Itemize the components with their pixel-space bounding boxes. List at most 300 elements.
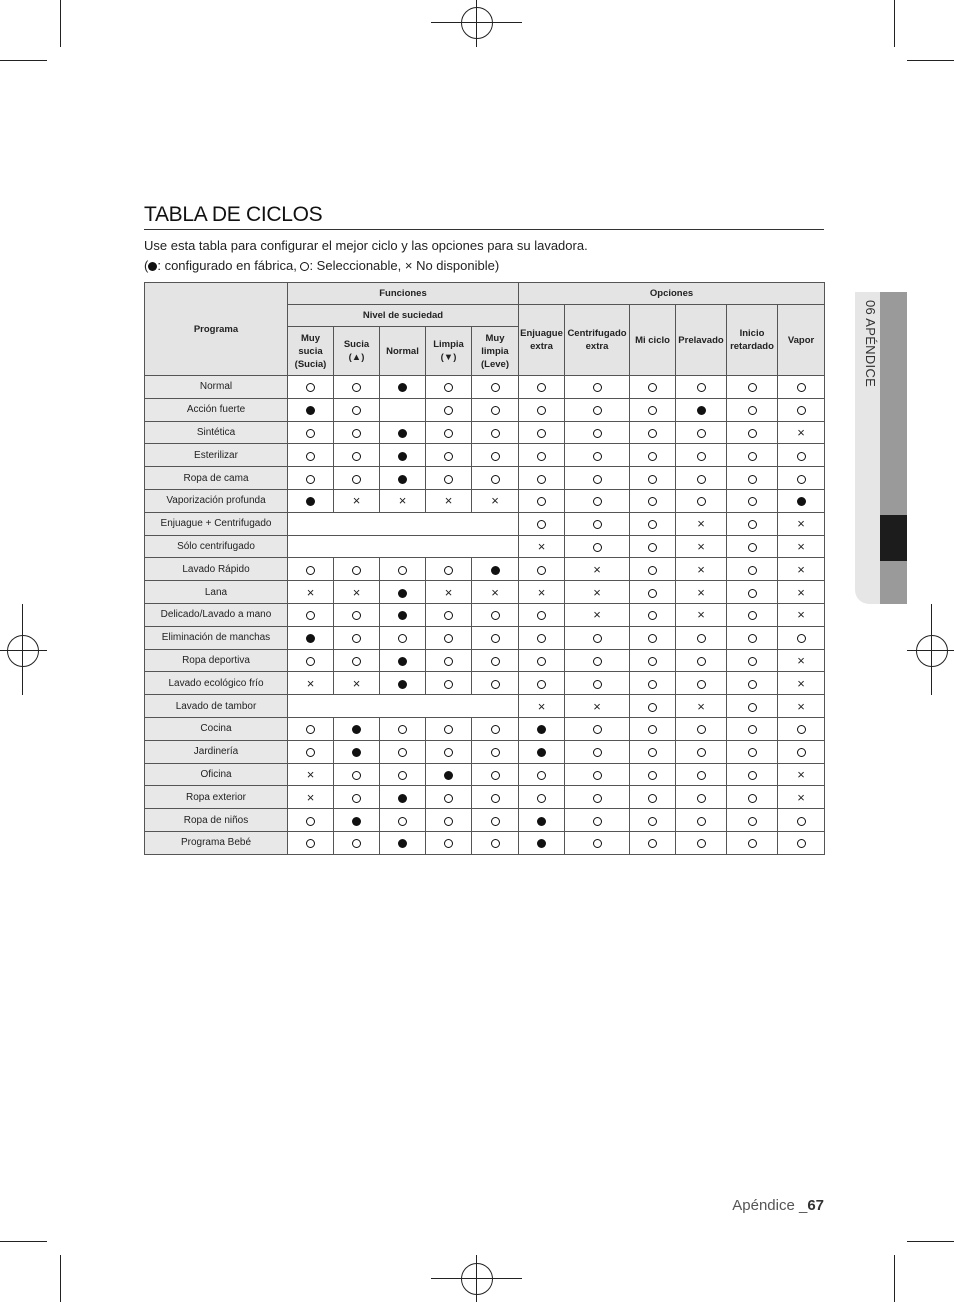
option-cell: [630, 512, 676, 535]
soil-cell: [472, 626, 519, 649]
intro-line: Use esta tabla para configurar el mejor ciclo y las opciones para su lavadora.: [144, 238, 588, 253]
intro-text: [144, 236, 588, 276]
factory-dot-icon: [697, 406, 706, 415]
soil-cell: [288, 421, 334, 444]
selectable-ring-icon: [352, 839, 361, 848]
selectable-ring-icon: [593, 839, 602, 848]
selectable-ring-icon: [648, 589, 657, 598]
option-cell: [519, 717, 565, 740]
option-cell: [727, 489, 778, 512]
unavailable-cross-icon: ×: [593, 607, 601, 623]
selectable-ring-icon: [537, 452, 546, 461]
selectable-ring-icon: [797, 748, 806, 757]
option-cell: [519, 809, 565, 832]
soil-cell: [426, 672, 472, 695]
selectable-ring-icon: [648, 634, 657, 643]
selectable-ring-icon: [697, 748, 706, 757]
selectable-ring-icon: [648, 703, 657, 712]
option-cell: [565, 626, 630, 649]
selectable-ring-icon: [444, 475, 453, 484]
program-name: Esterilizar: [145, 444, 288, 467]
selectable-ring-icon: [398, 634, 407, 643]
unavailable-cross-icon: ×: [306, 766, 315, 782]
selectable-ring-icon: [444, 680, 453, 689]
legend-selectable: : Seleccionable,: [309, 258, 402, 273]
option-cell: [778, 558, 825, 581]
program-name: Ropa de niños: [145, 809, 288, 832]
soil-cell-empty: [288, 695, 519, 718]
table-row: [145, 626, 825, 649]
soil-cell: [288, 672, 334, 695]
option-cell: [519, 831, 565, 854]
selectable-ring-icon: [697, 383, 706, 392]
option-cell: [565, 581, 630, 604]
soil-cell: [426, 649, 472, 672]
selectable-ring-icon: [797, 725, 806, 734]
selectable-ring-icon: [352, 771, 361, 780]
selectable-ring-icon: [444, 794, 453, 803]
selectable-ring-icon: [648, 475, 657, 484]
option-cell: [565, 489, 630, 512]
option-cell: [519, 603, 565, 626]
option-cell: [565, 809, 630, 832]
factory-dot-icon: [306, 497, 315, 506]
selectable-ring-icon: [748, 703, 757, 712]
selectable-ring-icon: [537, 497, 546, 506]
option-cell: [565, 421, 630, 444]
option-cell: [676, 695, 727, 718]
selectable-ring-icon: [398, 748, 407, 757]
table-row: [145, 398, 825, 421]
selectable-ring-icon: [648, 543, 657, 552]
soil-cell: [288, 740, 334, 763]
soil-column-header: Normal: [380, 327, 426, 376]
selectable-ring-icon: [748, 383, 757, 392]
table-row: [145, 809, 825, 832]
selectable-ring-icon: [593, 725, 602, 734]
soil-cell: [472, 649, 519, 672]
selectable-ring-icon: [648, 657, 657, 666]
selectable-ring-icon: [748, 725, 757, 734]
program-name: Cocina: [145, 717, 288, 740]
selectable-ring-icon: [697, 725, 706, 734]
soil-cell: [334, 558, 380, 581]
selectable-ring-icon: [748, 452, 757, 461]
soil-cell: [288, 809, 334, 832]
program-name: Ropa exterior: [145, 786, 288, 809]
option-cell: [565, 603, 630, 626]
selectable-ring-icon: [306, 839, 315, 848]
selectable-ring-icon: [748, 634, 757, 643]
selectable-ring-icon: [491, 634, 500, 643]
program-name: Normal: [145, 376, 288, 399]
selectable-ring-icon: [593, 497, 602, 506]
soil-cell: [288, 444, 334, 467]
factory-dot-icon: [398, 429, 407, 438]
table-row: [145, 535, 825, 558]
option-cell: [519, 376, 565, 399]
selectable-ring-icon: [648, 725, 657, 734]
option-cell: [630, 717, 676, 740]
option-header: Prelavado: [676, 305, 727, 376]
option-cell: [630, 626, 676, 649]
program-name: Lana: [145, 581, 288, 604]
option-cell: [630, 809, 676, 832]
crop-mark: [894, 0, 895, 47]
unavailable-cross-icon: ×: [593, 698, 601, 714]
option-cell: [676, 376, 727, 399]
selectable-ring-icon: [748, 748, 757, 757]
factory-dot-icon: [352, 748, 361, 757]
table-row: [145, 786, 825, 809]
selectable-ring-icon: [748, 657, 757, 666]
table-row: [145, 421, 825, 444]
legend-factory: : configurado en fábrica,: [157, 258, 297, 273]
option-cell: [727, 535, 778, 558]
table-row: [145, 558, 825, 581]
option-cell: [676, 421, 727, 444]
option-cell: [778, 535, 825, 558]
option-cell: [630, 489, 676, 512]
soil-cell: [472, 831, 519, 854]
selectable-ring-icon: [537, 794, 546, 803]
selectable-ring-icon: [306, 748, 315, 757]
selectable-ring-icon: [648, 839, 657, 848]
unavailable-cross-icon: ×: [444, 584, 453, 600]
unavailable-cross-icon: ×: [697, 561, 705, 577]
table-row: [145, 603, 825, 626]
selectable-ring-icon: [593, 406, 602, 415]
selectable-ring-icon: [537, 429, 546, 438]
selectable-ring-icon: [697, 794, 706, 803]
selectable-ring-icon: [537, 566, 546, 575]
selectable-ring-icon: [491, 657, 500, 666]
soil-cell: [472, 444, 519, 467]
option-cell: [630, 649, 676, 672]
option-cell: [778, 376, 825, 399]
option-cell: [565, 512, 630, 535]
program-name: Jardinería: [145, 740, 288, 763]
option-cell: [727, 626, 778, 649]
unavailable-cross-icon: ×: [797, 424, 805, 440]
option-cell: [519, 421, 565, 444]
selectable-ring-icon: [797, 839, 806, 848]
factory-dot-icon: [398, 452, 407, 461]
selectable-ring-icon: [491, 725, 500, 734]
soil-cell: [472, 603, 519, 626]
unavailable-cross-icon: ×: [797, 698, 805, 714]
option-header: Vapor: [778, 305, 825, 376]
soil-cell: [334, 489, 380, 512]
selectable-ring-icon: [352, 611, 361, 620]
option-cell: [676, 535, 727, 558]
option-cell: [519, 581, 565, 604]
selectable-ring-icon: [352, 406, 361, 415]
option-cell: [676, 444, 727, 467]
option-cell: [630, 421, 676, 444]
soil-cell: [288, 649, 334, 672]
soil-cell: [426, 809, 472, 832]
options-header: Opciones: [519, 283, 825, 305]
soil-cell: [472, 489, 519, 512]
soil-cell: [380, 763, 426, 786]
soil-cell: [380, 717, 426, 740]
option-cell: [565, 535, 630, 558]
soil-cell: [380, 809, 426, 832]
soil-cell: [426, 421, 472, 444]
soil-cell: [380, 626, 426, 649]
factory-dot-icon: [537, 725, 546, 734]
selectable-ring-icon: [491, 475, 500, 484]
program-name: Ropa deportiva: [145, 649, 288, 672]
selectable-ring-icon: [697, 475, 706, 484]
program-name: Programa Bebé: [145, 831, 288, 854]
selectable-ring-icon: [697, 680, 706, 689]
soil-level-header: Nivel de suciedad: [288, 305, 519, 327]
selectable-ring-icon: [648, 497, 657, 506]
table-row: [145, 467, 825, 490]
option-cell: [519, 398, 565, 421]
soil-cell: [334, 786, 380, 809]
unavailable-cross-icon: ×: [593, 584, 601, 600]
option-header: Mi ciclo: [630, 305, 676, 376]
selectable-ring-icon: [491, 839, 500, 848]
table-row: [145, 717, 825, 740]
selectable-ring-icon: [444, 634, 453, 643]
crop-mark: [60, 1255, 61, 1302]
crop-mark: [60, 0, 61, 47]
table-row: [145, 581, 825, 604]
selectable-ring-icon: [352, 657, 361, 666]
unavailable-cross-icon: ×: [797, 584, 805, 600]
option-cell: [519, 695, 565, 718]
option-cell: [778, 717, 825, 740]
unavailable-cross-icon: ×: [593, 561, 601, 577]
soil-cell: [380, 603, 426, 626]
side-tab-marker: [880, 515, 907, 561]
option-cell: [778, 489, 825, 512]
option-cell: [727, 763, 778, 786]
selectable-ring-icon: [697, 657, 706, 666]
unavailable-cross-icon: ×: [404, 258, 413, 273]
soil-cell: [288, 558, 334, 581]
selectable-ring-icon: [648, 748, 657, 757]
selectable-ring-icon: [648, 520, 657, 529]
soil-cell: [334, 603, 380, 626]
program-name: Lavado ecológico frío: [145, 672, 288, 695]
legend-line: [144, 256, 588, 276]
soil-cell: [334, 376, 380, 399]
selectable-ring-icon: [748, 520, 757, 529]
soil-cell: [472, 398, 519, 421]
factory-dot-icon: [398, 680, 407, 689]
page-title: TABLA DE CICLOS: [144, 202, 824, 230]
selectable-ring-icon: [593, 429, 602, 438]
selectable-ring-icon: [444, 452, 453, 461]
program-name: Sólo centrifugado: [145, 535, 288, 558]
option-cell: [727, 717, 778, 740]
crop-mark: [0, 60, 47, 61]
unavailable-cross-icon: ×: [797, 607, 805, 623]
factory-dot-icon: [148, 262, 157, 271]
option-cell: [630, 672, 676, 695]
selectable-ring-icon: [306, 817, 315, 826]
unavailable-cross-icon: ×: [797, 561, 805, 577]
table-row: [145, 672, 825, 695]
option-cell: [727, 376, 778, 399]
soil-cell: [472, 809, 519, 832]
soil-cell: [380, 421, 426, 444]
option-cell: [565, 649, 630, 672]
selectable-ring-icon: [593, 657, 602, 666]
selectable-ring-icon: [697, 817, 706, 826]
table-row: [145, 489, 825, 512]
soil-cell: [380, 831, 426, 854]
selectable-ring-icon: [648, 794, 657, 803]
option-cell: [778, 763, 825, 786]
unavailable-cross-icon: ×: [697, 584, 705, 600]
cycles-table-body: [145, 376, 825, 855]
unavailable-cross-icon: ×: [306, 789, 315, 805]
soil-cell: [288, 717, 334, 740]
selectable-ring-icon: [797, 634, 806, 643]
soil-cell: [380, 581, 426, 604]
option-cell: [565, 831, 630, 854]
selectable-ring-icon: [444, 839, 453, 848]
selectable-ring-icon: [537, 475, 546, 484]
chapter-side-tab: [855, 292, 907, 604]
option-cell: [676, 786, 727, 809]
unavailable-cross-icon: ×: [444, 493, 453, 509]
unavailable-cross-icon: ×: [797, 652, 805, 668]
selectable-ring-icon: [352, 475, 361, 484]
option-cell: [778, 603, 825, 626]
soil-cell: [288, 786, 334, 809]
selectable-ring-icon: [444, 611, 453, 620]
functions-header: Funciones: [288, 283, 519, 305]
option-cell: [565, 717, 630, 740]
selectable-ring-icon: [593, 817, 602, 826]
table-row: [145, 740, 825, 763]
option-cell: [676, 603, 727, 626]
soil-cell: [334, 763, 380, 786]
soil-cell: [334, 831, 380, 854]
option-cell: [630, 398, 676, 421]
soil-column-header: Muy sucia (Sucia): [288, 327, 334, 376]
option-cell: [519, 444, 565, 467]
option-cell: [778, 444, 825, 467]
selectable-ring-icon: [306, 725, 315, 734]
program-name: Acción fuerte: [145, 398, 288, 421]
program-name: Eliminación de manchas: [145, 626, 288, 649]
crop-mark: [894, 1255, 895, 1302]
soil-cell: [288, 581, 334, 604]
option-cell: [727, 603, 778, 626]
selectable-ring-icon: [491, 383, 500, 392]
soil-cell: [472, 740, 519, 763]
option-cell: [727, 672, 778, 695]
selectable-ring-icon: [352, 383, 361, 392]
option-cell: [565, 763, 630, 786]
factory-dot-icon: [398, 589, 407, 598]
selectable-ring-icon: [648, 383, 657, 392]
registration-mark: [461, 1263, 493, 1295]
table-row: [145, 763, 825, 786]
soil-cell: [426, 444, 472, 467]
selectable-ring-icon: [491, 452, 500, 461]
selectable-ring-icon: [593, 771, 602, 780]
crop-mark: [0, 1241, 47, 1242]
program-name: Ropa de cama: [145, 467, 288, 490]
unavailable-cross-icon: ×: [797, 538, 805, 554]
option-cell: [519, 740, 565, 763]
soil-cell: [426, 489, 472, 512]
table-row: [145, 831, 825, 854]
program-name: Enjuague + Centrifugado: [145, 512, 288, 535]
option-cell: [676, 672, 727, 695]
option-cell: [778, 467, 825, 490]
soil-cell: [380, 786, 426, 809]
crop-mark: [907, 60, 954, 61]
option-cell: [630, 581, 676, 604]
selectable-ring-icon: [748, 794, 757, 803]
option-cell: [778, 740, 825, 763]
selectable-ring-icon: [352, 429, 361, 438]
soil-cell: [288, 467, 334, 490]
selectable-ring-icon: [537, 634, 546, 643]
option-cell: [519, 535, 565, 558]
unavailable-cross-icon: ×: [306, 584, 315, 600]
option-cell: [727, 467, 778, 490]
soil-cell: [426, 398, 472, 421]
option-cell: [565, 398, 630, 421]
soil-cell: [380, 376, 426, 399]
selectable-ring-icon: [491, 429, 500, 438]
soil-cell: [472, 421, 519, 444]
soil-cell: [426, 740, 472, 763]
selectable-ring-icon: [648, 452, 657, 461]
option-header: Inicio retardado: [727, 305, 778, 376]
option-cell: [630, 740, 676, 763]
selectable-ring-icon: [352, 566, 361, 575]
option-cell: [565, 467, 630, 490]
factory-dot-icon: [398, 611, 407, 620]
legend-unavailable: No disponible): [412, 258, 500, 273]
option-cell: [778, 398, 825, 421]
soil-cell: [426, 376, 472, 399]
option-cell: [676, 489, 727, 512]
option-cell: [727, 786, 778, 809]
option-cell: [676, 763, 727, 786]
option-cell: [676, 809, 727, 832]
soil-cell: [472, 717, 519, 740]
program-name: Oficina: [145, 763, 288, 786]
selectable-ring-icon: [697, 634, 706, 643]
option-cell: [727, 558, 778, 581]
option-cell: [778, 649, 825, 672]
option-cell: [727, 581, 778, 604]
selectable-ring-icon: [537, 406, 546, 415]
unavailable-cross-icon: ×: [306, 675, 315, 691]
option-cell: [676, 467, 727, 490]
selectable-ring-icon: [491, 680, 500, 689]
registration-mark: [916, 635, 948, 667]
selectable-ring-icon: [352, 794, 361, 803]
selectable-ring-icon: [748, 543, 757, 552]
selectable-ring-icon: [444, 725, 453, 734]
soil-cell: [426, 603, 472, 626]
unavailable-cross-icon: ×: [697, 538, 705, 554]
